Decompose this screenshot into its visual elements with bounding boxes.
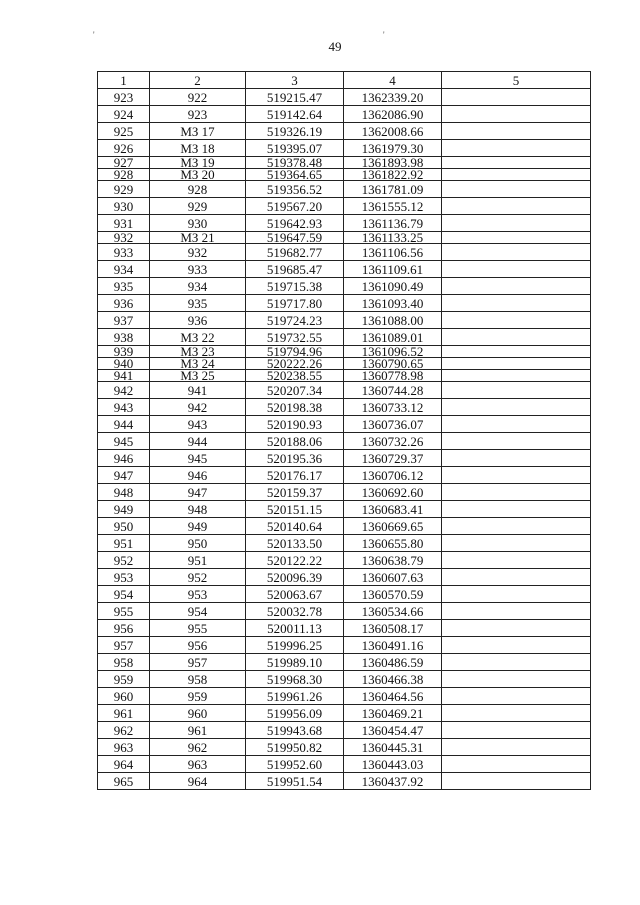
table-row bbox=[98, 637, 591, 654]
cell-note bbox=[442, 181, 591, 198]
table-row bbox=[98, 467, 591, 484]
cell-prev-point: 962 bbox=[150, 739, 246, 756]
cell-coord-x: 520198.38 bbox=[246, 399, 344, 416]
cell-note bbox=[442, 739, 591, 756]
cell-note bbox=[442, 501, 591, 518]
cell-coord-x: 520133.50 bbox=[246, 535, 344, 552]
cell-coord-x: 519364.65 bbox=[246, 169, 344, 181]
cell-coord-x: 520188.06 bbox=[246, 433, 344, 450]
cell-note bbox=[442, 773, 591, 790]
cell-note bbox=[442, 569, 591, 586]
cell-prev-point: МЗ 20 bbox=[150, 169, 246, 181]
cell-point-number: 926 bbox=[98, 140, 150, 157]
cell-note bbox=[442, 278, 591, 295]
cell-note bbox=[442, 329, 591, 346]
cell-note bbox=[442, 603, 591, 620]
header-row bbox=[98, 72, 591, 89]
cell-coord-y: 1361088.00 bbox=[344, 312, 442, 329]
cell-note bbox=[442, 450, 591, 467]
cell-coord-x: 519685.47 bbox=[246, 261, 344, 278]
cell-point-number: 955 bbox=[98, 603, 150, 620]
header-col-5: 5 bbox=[442, 72, 591, 89]
cell-coord-y: 1360508.17 bbox=[344, 620, 442, 637]
table-row bbox=[98, 382, 591, 399]
cell-prev-point: МЗ 17 bbox=[150, 123, 246, 140]
cell-coord-x: 519717.80 bbox=[246, 295, 344, 312]
cell-prev-point: 947 bbox=[150, 484, 246, 501]
cell-coord-x: 519567.20 bbox=[246, 198, 344, 215]
cell-point-number: 946 bbox=[98, 450, 150, 467]
cell-note bbox=[442, 688, 591, 705]
cell-coord-y: 1360570.59 bbox=[344, 586, 442, 603]
cell-point-number: 940 bbox=[98, 358, 150, 370]
cell-coord-x: 520122.22 bbox=[246, 552, 344, 569]
cell-note bbox=[442, 244, 591, 261]
cell-note bbox=[442, 620, 591, 637]
table-row bbox=[98, 552, 591, 569]
cell-note bbox=[442, 399, 591, 416]
cell-prev-point: 964 bbox=[150, 773, 246, 790]
table-row bbox=[98, 370, 591, 382]
cell-coord-x: 519943.68 bbox=[246, 722, 344, 739]
cell-prev-point: 958 bbox=[150, 671, 246, 688]
cell-coord-y: 1361089.01 bbox=[344, 329, 442, 346]
table-row bbox=[98, 232, 591, 244]
cell-coord-x: 520222.26 bbox=[246, 358, 344, 370]
cell-point-number: 964 bbox=[98, 756, 150, 773]
cell-note bbox=[442, 416, 591, 433]
cell-coord-x: 519950.82 bbox=[246, 739, 344, 756]
cell-coord-x: 519395.07 bbox=[246, 140, 344, 157]
cell-note bbox=[442, 586, 591, 603]
cell-coord-x: 519356.52 bbox=[246, 181, 344, 198]
cell-point-number: 962 bbox=[98, 722, 150, 739]
cell-note bbox=[442, 312, 591, 329]
right-margin-mark: ' bbox=[383, 30, 385, 40]
table-row bbox=[98, 278, 591, 295]
table-row bbox=[98, 620, 591, 637]
table-row bbox=[98, 569, 591, 586]
cell-coord-y: 1360445.31 bbox=[344, 739, 442, 756]
cell-coord-y: 1360669.65 bbox=[344, 518, 442, 535]
cell-coord-y: 1360790.65 bbox=[344, 358, 442, 370]
page-number: 49 bbox=[328, 39, 342, 54]
cell-point-number: 937 bbox=[98, 312, 150, 329]
cell-note bbox=[442, 467, 591, 484]
cell-note bbox=[442, 157, 591, 169]
table-row bbox=[98, 169, 591, 181]
cell-coord-x: 519215.47 bbox=[246, 89, 344, 106]
cell-coord-x: 519378.48 bbox=[246, 157, 344, 169]
cell-point-number: 923 bbox=[98, 89, 150, 106]
table-row bbox=[98, 654, 591, 671]
table-row bbox=[98, 295, 591, 312]
cell-prev-point: МЗ 25 bbox=[150, 370, 246, 382]
cell-note bbox=[442, 756, 591, 773]
cell-note bbox=[442, 140, 591, 157]
cell-prev-point: 954 bbox=[150, 603, 246, 620]
cell-point-number: 953 bbox=[98, 569, 150, 586]
cell-coord-y: 1361096.52 bbox=[344, 346, 442, 358]
cell-coord-x: 520190.93 bbox=[246, 416, 344, 433]
cell-note bbox=[442, 433, 591, 450]
cell-coord-y: 1361093.40 bbox=[344, 295, 442, 312]
cell-point-number: 931 bbox=[98, 215, 150, 232]
cell-point-number: 924 bbox=[98, 106, 150, 123]
cell-coord-y: 1362339.20 bbox=[344, 89, 442, 106]
cell-point-number: 930 bbox=[98, 198, 150, 215]
table-row bbox=[98, 140, 591, 157]
cell-prev-point: 929 bbox=[150, 198, 246, 215]
cell-point-number: 941 bbox=[98, 370, 150, 382]
cell-note bbox=[442, 637, 591, 654]
cell-note bbox=[442, 169, 591, 181]
table-row bbox=[98, 123, 591, 140]
cell-note bbox=[442, 370, 591, 382]
cell-prev-point: 930 bbox=[150, 215, 246, 232]
cell-prev-point: 932 bbox=[150, 244, 246, 261]
table-row bbox=[98, 261, 591, 278]
cell-note bbox=[442, 518, 591, 535]
table-row bbox=[98, 399, 591, 416]
cell-coord-x: 519682.77 bbox=[246, 244, 344, 261]
table-row bbox=[98, 157, 591, 169]
table-row bbox=[98, 722, 591, 739]
cell-point-number: 947 bbox=[98, 467, 150, 484]
table-row bbox=[98, 501, 591, 518]
cell-prev-point: 961 bbox=[150, 722, 246, 739]
cell-prev-point: 934 bbox=[150, 278, 246, 295]
cell-prev-point: 963 bbox=[150, 756, 246, 773]
cell-prev-point: МЗ 23 bbox=[150, 346, 246, 358]
cell-coord-x: 519715.38 bbox=[246, 278, 344, 295]
cell-coord-y: 1361781.09 bbox=[344, 181, 442, 198]
cell-point-number: 925 bbox=[98, 123, 150, 140]
cell-point-number: 951 bbox=[98, 535, 150, 552]
cell-point-number: 952 bbox=[98, 552, 150, 569]
cell-coord-y: 1360683.41 bbox=[344, 501, 442, 518]
cell-coord-x: 520238.55 bbox=[246, 370, 344, 382]
table-row bbox=[98, 739, 591, 756]
cell-point-number: 942 bbox=[98, 382, 150, 399]
table-row bbox=[98, 484, 591, 501]
header-col-3: 3 bbox=[246, 72, 344, 89]
cell-note bbox=[442, 671, 591, 688]
cell-coord-x: 519142.64 bbox=[246, 106, 344, 123]
cell-point-number: 932 bbox=[98, 232, 150, 244]
cell-coord-y: 1361133.25 bbox=[344, 232, 442, 244]
cell-coord-x: 519951.54 bbox=[246, 773, 344, 790]
cell-coord-y: 1361893.98 bbox=[344, 157, 442, 169]
cell-coord-y: 1360464.56 bbox=[344, 688, 442, 705]
table-row bbox=[98, 198, 591, 215]
cell-prev-point: 943 bbox=[150, 416, 246, 433]
cell-note bbox=[442, 382, 591, 399]
table-row bbox=[98, 705, 591, 722]
table-body bbox=[98, 89, 591, 790]
cell-point-number: 949 bbox=[98, 501, 150, 518]
table-row bbox=[98, 416, 591, 433]
table-row bbox=[98, 181, 591, 198]
cell-prev-point: 953 bbox=[150, 586, 246, 603]
cell-point-number: 959 bbox=[98, 671, 150, 688]
cell-coord-x: 520032.78 bbox=[246, 603, 344, 620]
cell-coord-y: 1360454.47 bbox=[344, 722, 442, 739]
cell-point-number: 956 bbox=[98, 620, 150, 637]
cell-coord-x: 519732.55 bbox=[246, 329, 344, 346]
cell-note bbox=[442, 705, 591, 722]
cell-coord-x: 520151.15 bbox=[246, 501, 344, 518]
cell-prev-point: МЗ 19 bbox=[150, 157, 246, 169]
cell-prev-point: МЗ 21 bbox=[150, 232, 246, 244]
cell-prev-point: 946 bbox=[150, 467, 246, 484]
cell-prev-point: 959 bbox=[150, 688, 246, 705]
cell-coord-y: 1360466.38 bbox=[344, 671, 442, 688]
cell-coord-y: 1360692.60 bbox=[344, 484, 442, 501]
cell-point-number: 954 bbox=[98, 586, 150, 603]
cell-coord-y: 1360744.28 bbox=[344, 382, 442, 399]
header-col-2: 2 bbox=[150, 72, 246, 89]
cell-coord-y: 1360638.79 bbox=[344, 552, 442, 569]
cell-coord-x: 519961.26 bbox=[246, 688, 344, 705]
cell-point-number: 957 bbox=[98, 637, 150, 654]
cell-point-number: 938 bbox=[98, 329, 150, 346]
cell-prev-point: 956 bbox=[150, 637, 246, 654]
cell-coord-y: 1361979.30 bbox=[344, 140, 442, 157]
table-row bbox=[98, 450, 591, 467]
cell-coord-y: 1360486.59 bbox=[344, 654, 442, 671]
cell-coord-x: 519326.19 bbox=[246, 123, 344, 140]
cell-prev-point: 952 bbox=[150, 569, 246, 586]
cell-note bbox=[442, 295, 591, 312]
cell-coord-y: 1361109.61 bbox=[344, 261, 442, 278]
cell-note bbox=[442, 358, 591, 370]
cell-coord-y: 1361090.49 bbox=[344, 278, 442, 295]
table-row bbox=[98, 312, 591, 329]
cell-coord-x: 519794.96 bbox=[246, 346, 344, 358]
table-row bbox=[98, 756, 591, 773]
cell-coord-x: 520011.13 bbox=[246, 620, 344, 637]
cell-prev-point: 944 bbox=[150, 433, 246, 450]
cell-note bbox=[442, 535, 591, 552]
cell-prev-point: 945 bbox=[150, 450, 246, 467]
cell-prev-point: 942 bbox=[150, 399, 246, 416]
table-row bbox=[98, 773, 591, 790]
cell-note bbox=[442, 722, 591, 739]
cell-coord-x: 519996.25 bbox=[246, 637, 344, 654]
cell-coord-y: 1360491.16 bbox=[344, 637, 442, 654]
table-row bbox=[98, 346, 591, 358]
cell-prev-point: 936 bbox=[150, 312, 246, 329]
cell-point-number: 933 bbox=[98, 244, 150, 261]
coordinates-table bbox=[97, 71, 591, 790]
cell-coord-x: 519724.23 bbox=[246, 312, 344, 329]
cell-point-number: 927 bbox=[98, 157, 150, 169]
cell-point-number: 944 bbox=[98, 416, 150, 433]
table-row bbox=[98, 358, 591, 370]
cell-note bbox=[442, 484, 591, 501]
cell-point-number: 960 bbox=[98, 688, 150, 705]
cell-point-number: 935 bbox=[98, 278, 150, 295]
cell-prev-point: 957 bbox=[150, 654, 246, 671]
cell-prev-point: 941 bbox=[150, 382, 246, 399]
table-row bbox=[98, 244, 591, 261]
table-row bbox=[98, 671, 591, 688]
cell-coord-x: 520176.17 bbox=[246, 467, 344, 484]
cell-prev-point: 949 bbox=[150, 518, 246, 535]
cell-note bbox=[442, 215, 591, 232]
cell-coord-x: 520207.34 bbox=[246, 382, 344, 399]
cell-coord-y: 1360655.80 bbox=[344, 535, 442, 552]
cell-prev-point: МЗ 18 bbox=[150, 140, 246, 157]
cell-note bbox=[442, 261, 591, 278]
cell-coord-x: 520195.36 bbox=[246, 450, 344, 467]
cell-coord-y: 1360607.63 bbox=[344, 569, 442, 586]
cell-point-number: 943 bbox=[98, 399, 150, 416]
cell-prev-point: МЗ 24 bbox=[150, 358, 246, 370]
cell-coord-y: 1360443.03 bbox=[344, 756, 442, 773]
cell-coord-y: 1360469.21 bbox=[344, 705, 442, 722]
cell-note bbox=[442, 198, 591, 215]
cell-coord-y: 1360736.07 bbox=[344, 416, 442, 433]
cell-coord-x: 520140.64 bbox=[246, 518, 344, 535]
cell-prev-point: 955 bbox=[150, 620, 246, 637]
cell-prev-point: 960 bbox=[150, 705, 246, 722]
cell-point-number: 936 bbox=[98, 295, 150, 312]
cell-point-number: 961 bbox=[98, 705, 150, 722]
cell-coord-x: 519642.93 bbox=[246, 215, 344, 232]
cell-prev-point: 950 bbox=[150, 535, 246, 552]
cell-coord-x: 519989.10 bbox=[246, 654, 344, 671]
table-row bbox=[98, 215, 591, 232]
cell-prev-point: 933 bbox=[150, 261, 246, 278]
cell-coord-y: 1362086.90 bbox=[344, 106, 442, 123]
cell-coord-x: 519956.09 bbox=[246, 705, 344, 722]
cell-prev-point: 951 bbox=[150, 552, 246, 569]
left-margin-mark: ' bbox=[93, 30, 95, 40]
cell-point-number: 965 bbox=[98, 773, 150, 790]
cell-note bbox=[442, 552, 591, 569]
cell-prev-point: 948 bbox=[150, 501, 246, 518]
cell-coord-x: 520159.37 bbox=[246, 484, 344, 501]
cell-point-number: 963 bbox=[98, 739, 150, 756]
table-row bbox=[98, 518, 591, 535]
cell-note bbox=[442, 123, 591, 140]
cell-point-number: 939 bbox=[98, 346, 150, 358]
cell-point-number: 945 bbox=[98, 433, 150, 450]
cell-prev-point: 923 bbox=[150, 106, 246, 123]
cell-note bbox=[442, 89, 591, 106]
cell-prev-point: МЗ 22 bbox=[150, 329, 246, 346]
cell-note bbox=[442, 106, 591, 123]
cell-coord-y: 1360706.12 bbox=[344, 467, 442, 484]
table-row bbox=[98, 535, 591, 552]
header-col-1: 1 bbox=[98, 72, 150, 89]
cell-coord-y: 1361822.92 bbox=[344, 169, 442, 181]
cell-coord-y: 1360778.98 bbox=[344, 370, 442, 382]
cell-note bbox=[442, 232, 591, 244]
cell-coord-x: 519952.60 bbox=[246, 756, 344, 773]
cell-point-number: 929 bbox=[98, 181, 150, 198]
cell-coord-y: 1361106.56 bbox=[344, 244, 442, 261]
cell-coord-x: 520096.39 bbox=[246, 569, 344, 586]
table-row bbox=[98, 603, 591, 620]
table-row bbox=[98, 106, 591, 123]
table-header bbox=[98, 72, 591, 89]
table-row bbox=[98, 688, 591, 705]
cell-prev-point: 922 bbox=[150, 89, 246, 106]
cell-coord-y: 1360732.26 bbox=[344, 433, 442, 450]
table-row bbox=[98, 89, 591, 106]
header-col-4: 4 bbox=[344, 72, 442, 89]
cell-note bbox=[442, 654, 591, 671]
table-row bbox=[98, 586, 591, 603]
cell-coord-x: 519968.30 bbox=[246, 671, 344, 688]
cell-coord-y: 1360534.66 bbox=[344, 603, 442, 620]
table-row bbox=[98, 329, 591, 346]
cell-coord-y: 1362008.66 bbox=[344, 123, 442, 140]
table-row bbox=[98, 433, 591, 450]
cell-note bbox=[442, 346, 591, 358]
cell-point-number: 948 bbox=[98, 484, 150, 501]
cell-point-number: 928 bbox=[98, 169, 150, 181]
cell-prev-point: 935 bbox=[150, 295, 246, 312]
cell-coord-y: 1360437.92 bbox=[344, 773, 442, 790]
cell-coord-y: 1360733.12 bbox=[344, 399, 442, 416]
cell-coord-x: 519647.59 bbox=[246, 232, 344, 244]
cell-coord-y: 1360729.37 bbox=[344, 450, 442, 467]
cell-coord-x: 520063.67 bbox=[246, 586, 344, 603]
cell-point-number: 950 bbox=[98, 518, 150, 535]
cell-point-number: 958 bbox=[98, 654, 150, 671]
cell-coord-y: 1361136.79 bbox=[344, 215, 442, 232]
cell-point-number: 934 bbox=[98, 261, 150, 278]
cell-prev-point: 928 bbox=[150, 181, 246, 198]
cell-coord-y: 1361555.12 bbox=[344, 198, 442, 215]
